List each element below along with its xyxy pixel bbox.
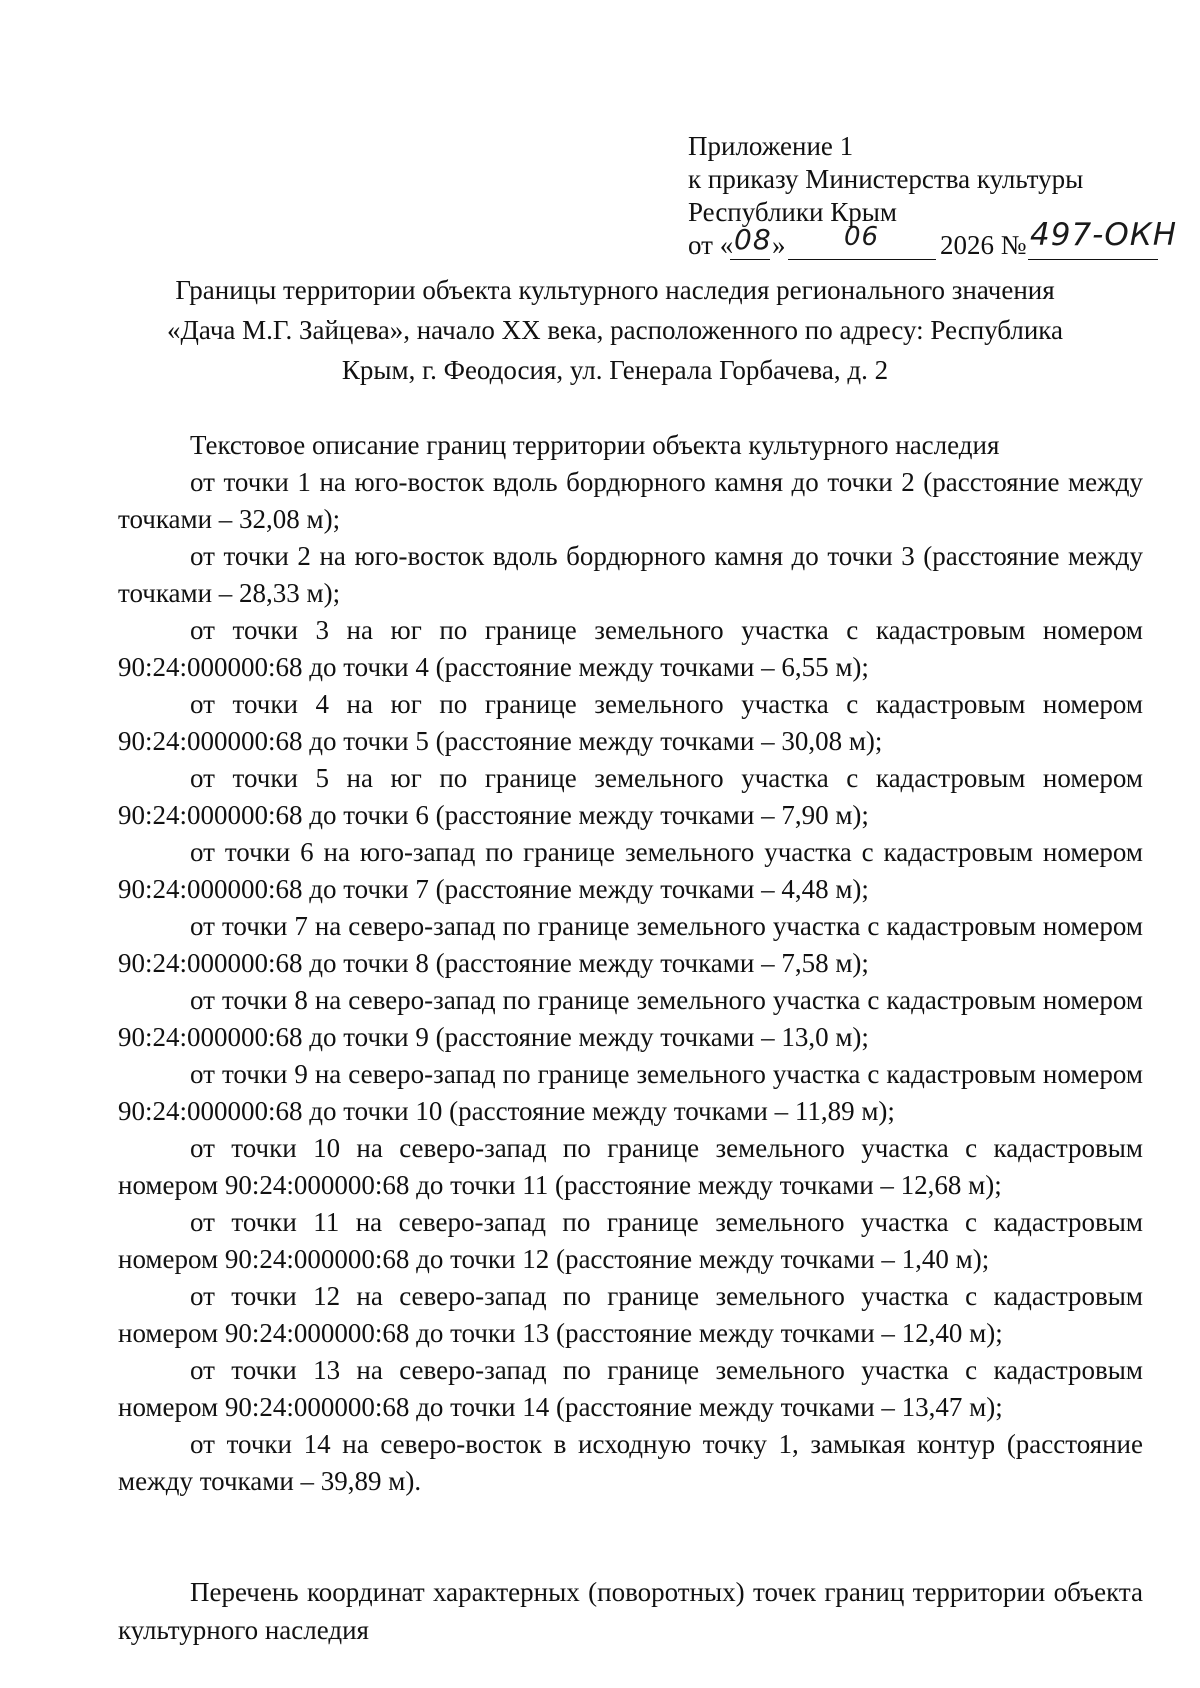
appendix-header [688, 130, 1178, 265]
boundary-paragraph: от точки 10 на северо-запад по границе земельного участка с кадастровым номером 90:24:000000:68 до точки 11 (расстояние между точками – 12,68 м); [118, 1133, 1143, 1200]
document-title [120, 270, 1110, 390]
boundary-paragraph: от точки 7 на северо-запад по границе земельного участка с кадастровым номером 90:24:000000:68 до точки 8 (расстояние между точками – 7,58 м); [118, 911, 1143, 978]
handwritten-day: 08 [734, 223, 772, 256]
handwritten-order-number: 497-ОКН [1030, 217, 1178, 253]
appendix-line-1: Приложение 1 [688, 131, 854, 161]
boundary-paragraph: от точки 13 на северо-запад по границе земельного участка с кадастровым номером 90:24:000000:68 до точки 14 (расстояние между точками – 13,47 м); [118, 1355, 1143, 1422]
day-underline [730, 259, 770, 260]
title-line-2: «Дача М.Г. Зайцева», начало XX века, расположенного по адресу: Республика [167, 315, 1063, 345]
boundary-paragraph: от точки 14 на северо-восток в исходную точку 1, замыкая контур (расстояние между точками – 39,89 м). [118, 1429, 1143, 1496]
boundary-description [118, 427, 1143, 1500]
title-line-3: Крым, г. Феодосия, ул. Генерала Горбачева, д. 2 [341, 355, 889, 385]
title-line-1: Границы территории объекта культурного наследия регионального значения [175, 275, 1055, 305]
boundary-paragraph: от точки 5 на юг по границе земельного участка с кадастровым номером 90:24:000000:68 до точки 6 (расстояние между точками – 7,90 м); [118, 763, 1143, 830]
order-date-line [688, 217, 1178, 265]
boundary-paragraph: от точки 3 на юг по границе земельного участка с кадастровым номером 90:24:000000:68 до точки 4 (расстояние между точками – 6,55 м); [118, 615, 1143, 682]
section-heading: Текстовое описание границ территории объекта культурного наследия [190, 430, 1000, 460]
number-underline [1028, 259, 1158, 260]
boundary-paragraph: от точки 9 на северо-запад по границе земельного участка с кадастровым номером 90:24:000000:68 до точки 10 (расстояние между точками – 11,89 м); [118, 1059, 1143, 1126]
boundary-paragraph: от точки 6 на юго-запад по границе земельного участка с кадастровым номером 90:24:000000:68 до точки 7 (расстояние между точками – 4,48 м); [118, 837, 1143, 904]
coordinates-list-heading: Перечень координат характерных (поворотных) точек границ территории объекта культурного наследия [118, 1577, 1143, 1645]
boundary-paragraph: от точки 1 на юго-восток вдоль бордюрного камня до точки 2 (расстояние между точками – 32,08 м); [118, 467, 1143, 534]
boundary-paragraph: от точки 11 на северо-запад по границе земельного участка с кадастровым номером 90:24:000000:68 до точки 12 (расстояние между точками – 1,40 м); [118, 1207, 1143, 1274]
appendix-line-3: Республики Крым [688, 197, 897, 227]
boundary-paragraph: от точки 2 на юго-восток вдоль бордюрного камня до точки 3 (расстояние между точками – 28,33 м); [118, 541, 1143, 608]
month-underline [788, 259, 936, 260]
handwritten-month: 06 [844, 222, 880, 252]
appendix-line-2: к приказу Министерства культуры [688, 164, 1084, 194]
boundary-paragraph: от точки 8 на северо-запад по границе земельного участка с кадастровым номером 90:24:000000:68 до точки 9 (расстояние между точками – 13,0 м); [118, 985, 1143, 1052]
boundary-paragraph: от точки 4 на юг по границе земельного участка с кадастровым номером 90:24:000000:68 до точки 5 (расстояние между точками – 30,08 м); [118, 689, 1143, 756]
boundary-paragraph: от точки 12 на северо-запад по границе земельного участка с кадастровым номером 90:24:000000:68 до точки 13 (расстояние между точками – 12,40 м); [118, 1281, 1143, 1348]
year-and-number: 2026 № [940, 230, 1027, 260]
day-suffix: » [772, 230, 786, 260]
date-prefix: от « [688, 230, 734, 260]
